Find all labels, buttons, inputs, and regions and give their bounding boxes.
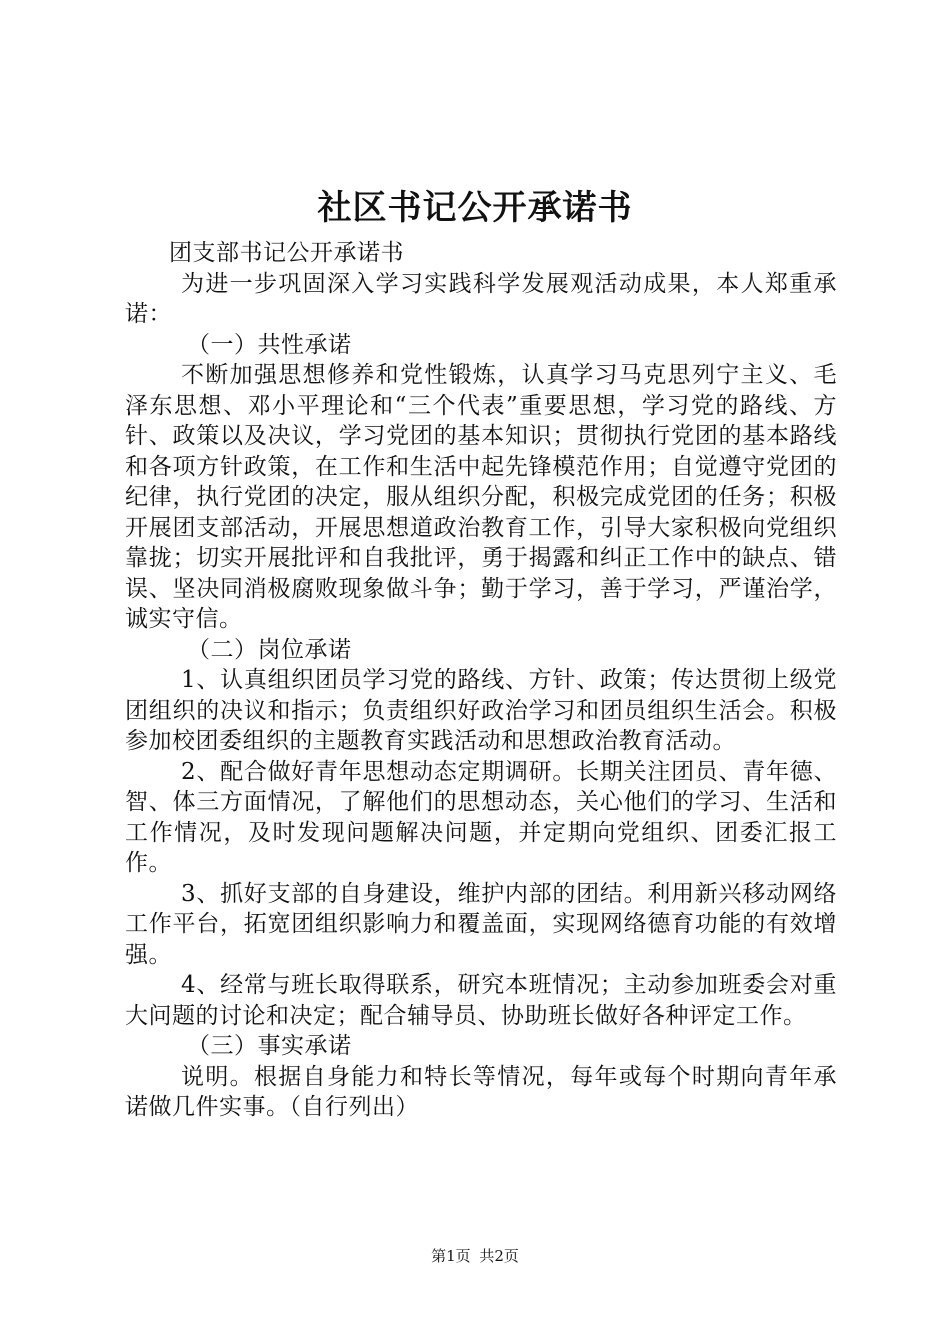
- paragraph-position-item-2: 2、配合做好青年思想动态定期调研。长期关注团员、青年德、智、体三方面情况，了解他们的思想动态，关心他们的学习、生活和工作情况，及时发现问题解决问题，并定期向党组织、团委汇报工作。: [125, 758, 837, 876]
- paragraph-practical-note: 说明。根据自身能力和特长等情况，每年或每个时期向青年承诺做几件实事。（自行列出）: [125, 1063, 837, 1120]
- document-title: 社区书记公开承诺书: [317, 188, 633, 228]
- page-number: 第1页: [431, 1247, 471, 1265]
- paragraph-intro: 为进一步巩固深入学习实践科学发展观活动成果，本人郑重承诺：: [125, 270, 837, 327]
- section-heading-position: （二）岗位承诺: [187, 636, 352, 663]
- paragraph-position-item-4: 4、经常与班长取得联系，研究本班情况；主动参加班委会对重大问题的讨论和决定；配合辅导员、协助班长做好各种评定工作。: [125, 972, 837, 1029]
- section-heading-common: （一）共性承诺: [187, 331, 352, 358]
- paragraph-subtitle: 团支部书记公开承诺书: [169, 240, 404, 266]
- section-heading-practical: （三）事实承诺: [187, 1033, 352, 1059]
- page-footer: [0, 1245, 950, 1266]
- paragraph-position-item-3: 3、抓好支部的自身建设，维护内部的团结。利用新兴移动网络工作平台，拓宽团组织影响力和覆盖面，实现网络德育功能的有效增强。: [125, 880, 837, 968]
- paragraph-common-commitment: 不断加强思想修养和党性锻炼，认真学习马克思列宁主义、毛泽东思想、邓小平理论和“三个代表”重要思想，学习党的路线、方针、政策以及决议，学习党团的基本知识；贯彻执行党团的基本路线和各项方针政策，在工作和生活中起先锋模范作用；自觉遵守党团的纪律，执行党团的决定，服从组织分配，积极完成党团的任务；积极开展团支部活动，开展思想道政治教育工作，引导大家积极向党组织靠拢；切实开展批评和自我批评，勇于揭露和纠正工作中的缺点、错误、坚决同消极腐败现象做斗争；勤于学习，善于学习，严谨治学，诚实守信。: [125, 362, 837, 632]
- paragraph-position-item-1: 1、认真组织团员学习党的路线、方针、政策；传达贯彻上级党团组织的决议和指示；负责组织好政治学习和团员组织生活会。积极参加校团委组织的主题教育实践活动和思想政治教育活动。: [125, 667, 837, 754]
- document-body: [125, 238, 837, 1123]
- page-total: 共2页: [479, 1247, 519, 1265]
